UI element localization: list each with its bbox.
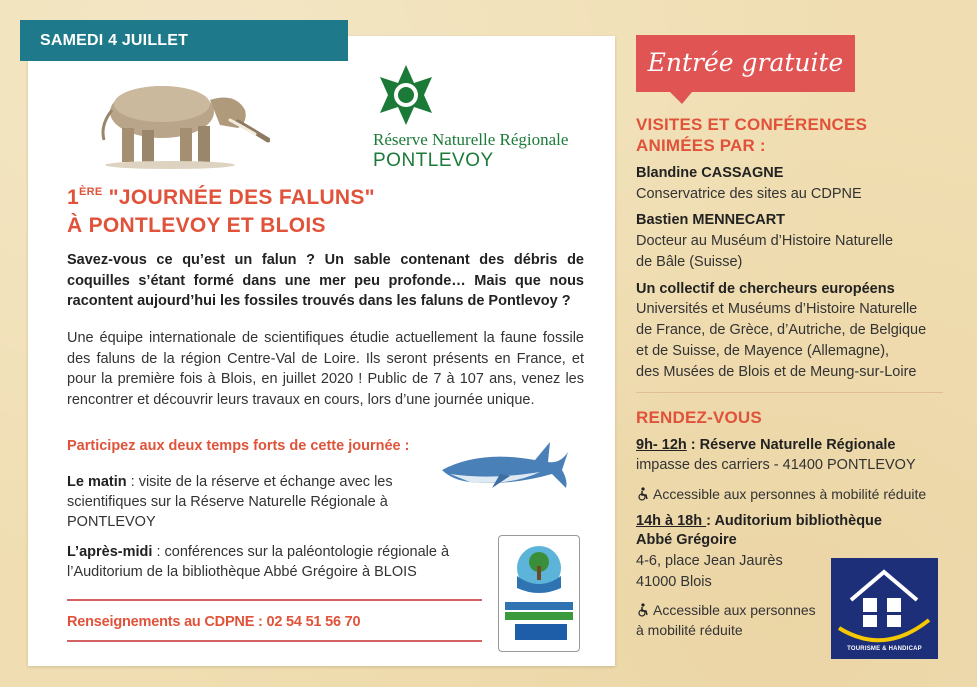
free-entry-tag: Entrée gratuite <box>636 35 855 92</box>
speaker-2-name: Bastien MENNECART <box>636 212 786 228</box>
visits-heading: VISITES ET CONFÉRENCES ANIMÉES PAR : <box>636 115 868 155</box>
afternoon-program: L’après-midi : conférences sur la paléontologie régionale à l’Auditorium de la bibliothèque Abbé Grégoire à BLOIS <box>67 544 450 580</box>
date-banner: SAMEDI 4 JUILLET <box>20 20 348 61</box>
environment-logo <box>498 535 580 652</box>
rdv-2-address: 4-6, place Jean Jaurès 41000 Blois <box>636 553 783 590</box>
rdv-1-accessibility: Accessible aux personnes à mobilité réduite <box>636 484 926 504</box>
rdv-2-accessibility: Accessible aux personnes à mobilité réduite <box>636 602 816 638</box>
tourism-handicap-emblem-icon <box>831 558 938 659</box>
gomphotherium-illustration <box>70 70 270 170</box>
divider-bottom <box>67 640 482 642</box>
event-title: 1ÈRE "JOURNÉE DES FALUNS" À PONTLEVOY ET BLOIS <box>67 186 375 237</box>
intro-paragraph: Savez-vous ce qu’est un falun ? Un sable contenant des débris de coquilles s’étant formé dans une mer peu profonde… Mais que nous racontent aujourd’hui les fossiles trouvés dans les faluns de Pontlevoy ? <box>67 252 584 309</box>
wheelchair-icon <box>636 487 650 501</box>
description-paragraph: Une équipe internationale de scientifiques étudie actuellement la faune fossile des faluns de la région Centre-Val de Loire. Ils seront présents en France, et pour la première fois à Blois, en juillet 2020 ! Public de 7 à 107 ans, venez les rencontrer et découvrir leurs travaux en cours, lors d’une journée unique. <box>67 330 584 408</box>
speaker-1-role: Conservatrice des sites au CDPNE <box>636 186 862 202</box>
morning-program: Le matin : visite de la réserve et échange avec les scientifiques sur la Réserve Naturelle Régionale à PONTLEVOY <box>67 474 393 530</box>
contact-info: Renseignements au CDPNE : 02 54 51 56 70 <box>67 614 361 630</box>
divider-top <box>67 599 482 601</box>
tourism-handicap-logo <box>831 558 938 659</box>
speaker-3-role: Universités et Muséums d’Histoire Naturelle de France, de Grèce, d’Autriche, de Belgique et de Suisse, de Mayence (Allemagne), des Musées de Blois et de Meung-sur-Loire <box>636 301 927 380</box>
right-divider <box>636 392 943 393</box>
wheelchair-icon <box>636 603 650 617</box>
rdv-1-address: impasse des carriers - 41400 PONTLEVOY <box>636 457 916 473</box>
tourism-handicap-label: TOURISME & HANDICAP <box>847 646 922 652</box>
rdv-2-title: 14h à 18h : Auditorium bibliothèque Abbé Grégoire <box>636 513 882 548</box>
logo-subtitle: PONTLEVOY <box>373 150 494 171</box>
free-entry-tag-tail <box>670 92 692 104</box>
logo-title: Réserve Naturelle Régionale <box>373 130 569 149</box>
shark-illustration <box>440 430 570 490</box>
speaker-3-name: Un collectif de chercheurs européens <box>636 281 895 297</box>
rdv-heading: RENDEZ-VOUS <box>636 408 762 427</box>
environment-emblem-icon <box>499 536 579 651</box>
highlight-heading: Participez aux deux temps forts de cette journée : <box>67 438 410 454</box>
rdv-1-title: 9h- 12h : Réserve Naturelle Régionale <box>636 437 896 453</box>
speaker-2-role: Docteur au Muséum d’Histoire Naturelle de Bâle (Suisse) <box>636 233 894 270</box>
speaker-1-name: Blandine CASSAGNE <box>636 165 784 181</box>
